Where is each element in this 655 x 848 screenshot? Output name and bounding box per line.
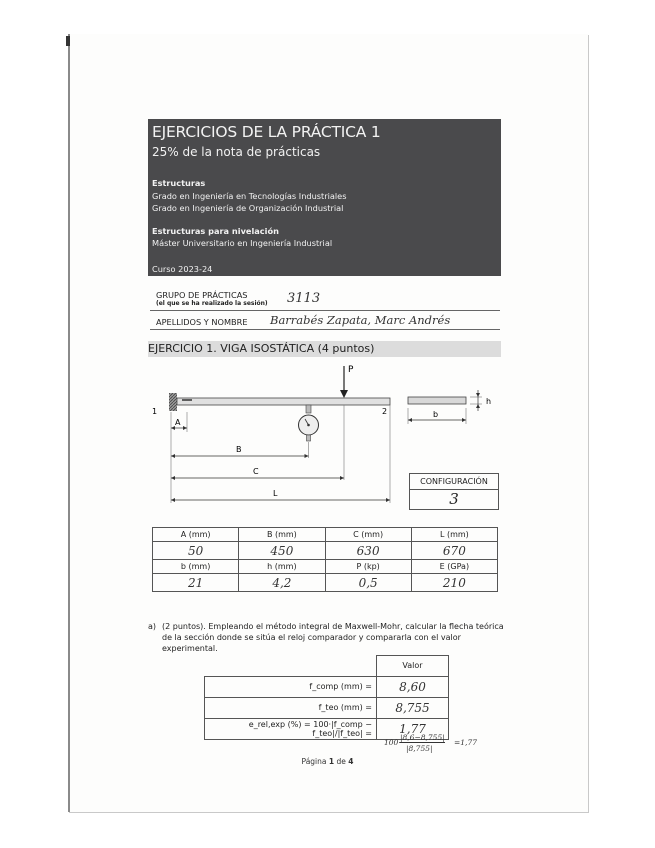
exercise-title: EJERCICIO 1. VIGA ISOSTÁTICA (4 puntos) [148,342,375,355]
table-row [205,676,449,697]
dimension-c-label: C [253,467,259,476]
table-row [205,697,449,718]
table-row [205,656,449,677]
academic-year: Curso 2023-24 [152,264,213,274]
table-value-cell: 670 [411,542,497,560]
table-header-cell: P (kp) [325,560,411,574]
table-row [153,528,498,542]
exercise-title-bar [148,341,501,357]
configuration-label: CONFIGURACIÓN [410,474,498,490]
beam [177,398,390,405]
table-value-cell: 630 [325,542,411,560]
configuration-value: 3 [449,490,459,508]
question-label: a) [148,622,157,631]
table-value-cell: 0,5 [325,574,411,592]
table-value-cell: 21 [153,574,239,592]
degree-list [152,190,346,214]
table-value-cell: 450 [239,542,325,560]
results-table [204,655,449,740]
document-title: EJERCICIOS DE LA PRÁCTICA 1 [152,123,381,141]
course-name: Estructuras [152,178,206,188]
degree-line: Grado en Ingeniería en Tecnologías Industriales [152,191,347,201]
table-header-cell: C (mm) [325,528,411,542]
table-value-cell: 4,2 [239,574,325,592]
load-arrowhead [340,390,348,398]
table-row [153,574,498,592]
degree-line: Grado en Ingeniería de Organización Industrial [152,203,344,213]
dimension-l-label: L [273,489,278,498]
question-text: (2 puntos). Empleando el método integral de Maxwell-Mohr, calcular la flecha teórica de la sección donde se sitúa el reloj comparador y compararla con el valor experimental. [162,622,504,653]
page-total: 4 [348,757,354,766]
result-value: 1,77 [377,718,449,739]
calc-denominator: |8,755| [406,744,433,753]
master-degree: Máster Universitario en Ingeniería Industrial [152,238,333,248]
node-2-label: 2 [382,407,388,416]
table-row [153,542,498,560]
calc-prefix: 100· [384,738,401,747]
table-value-cell: 210 [411,574,497,592]
configuration-box [409,473,499,510]
header-banner [148,119,501,276]
table-header-cell: B (mm) [239,528,325,542]
table-header-cell: E (GPa) [411,560,497,574]
cross-section [408,397,466,404]
section-h-label: h [486,397,492,406]
calc-numerator: |8,6−8,755| [400,733,445,742]
group-sublabel: (el que se ha realizado la sesión) [156,300,268,307]
leveling-course-name: Estructuras para nivelación [152,226,279,236]
results-header: Valor [377,656,449,677]
result-label: f_teo (mm) = [205,697,377,718]
table-header-cell: L (mm) [411,528,497,542]
page-footer [0,757,655,766]
table-header-cell: b (mm) [153,560,239,574]
result-value: 8,755 [377,697,449,718]
dimension-a-label: A [175,418,181,427]
document-subtitle: 25% de la nota de prácticas [152,145,321,159]
dial-gauge-icon [299,405,319,441]
page-number: 1 [328,757,335,766]
result-label: e_rel,exp (%) = 100·|f_comp − f_teo|/|f_teo| = [205,718,377,739]
group-value: 3113 [287,291,321,306]
result-label: f_comp (mm) = [205,676,377,697]
page-prefix: Página [301,757,327,766]
page-of: de [336,757,346,766]
calc-result: =1,77 [454,738,477,747]
name-value: Barrabés Zapata, Marc Andrés [270,313,451,327]
table-header-cell: h (mm) [239,560,325,574]
table-value-cell: 50 [153,542,239,560]
dimension-b-label: B [236,445,242,454]
result-value: 8,60 [377,676,449,697]
table-header-cell: A (mm) [153,528,239,542]
section-b-label: b [433,410,439,419]
group-label: GRUPO DE PRÁCTICAS [156,290,248,300]
node-1-label: 1 [152,407,158,416]
table-row [153,560,498,574]
form-divider [150,310,500,311]
parameters-table [152,527,498,592]
load-label: P [348,365,354,375]
scan-mark [66,36,70,46]
form-divider [150,329,500,330]
fixed-support [169,393,177,411]
name-label: APELLIDOS Y NOMBRE [156,317,248,327]
